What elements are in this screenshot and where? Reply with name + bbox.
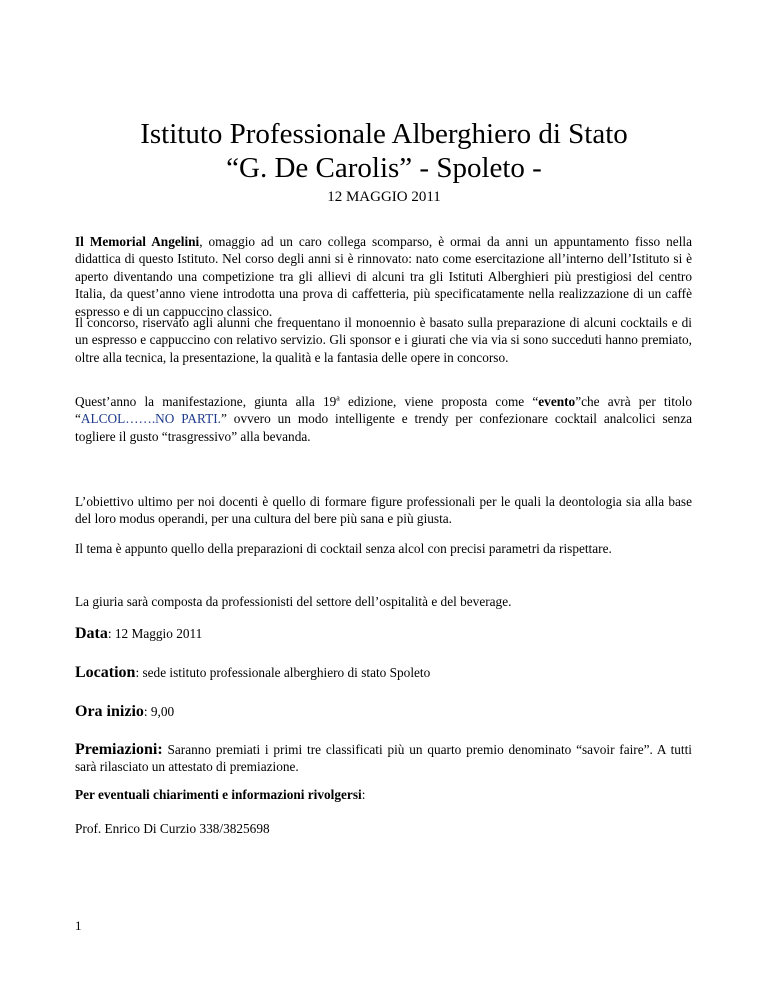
- obiettivo-paragraph: L’obiettivo ultimo per noi docenti è quello di formare figure professionali per le quali la deontologia sia alla base del loro modus operandi, per una cultura del bere più sana e più giusta.: [75, 494, 692, 527]
- manifestazione-text-2: edizione, viene proposta come “: [339, 394, 539, 409]
- contatti-label: Per eventuali chiarimenti e informazioni rivolgersi: [75, 787, 362, 802]
- evento-word: evento: [538, 394, 576, 409]
- ora-label: Ora inizio: [75, 703, 144, 720]
- event-date-heading: 12 MAGGIO 2011: [327, 189, 441, 205]
- premiazioni-field: [75, 741, 692, 776]
- ora-value: : 9,00: [143, 704, 175, 719]
- page-number: 1: [75, 918, 82, 933]
- data-value: : 12 Maggio 2011: [107, 626, 203, 641]
- contatti-heading: [75, 786, 692, 803]
- tema-paragraph: Il tema è appunto quello della preparazioni di cocktail senza alcol con precisi parametri da rispettare.: [75, 541, 612, 556]
- manifestazione-paragraph: [75, 393, 692, 445]
- intro-text: , omaggio ad un caro collega scomparso, è ormai da anni un appuntamento fisso nella didattica di questo Istituto. Nel corso degli anni si è rinnovato: nato come esercitazione all’interno dell’Istituto si è aperto diventando una competizione tra gli allievi di alcuni tra gli Istituti Alberghieri più prestigiosi del centro Italia, da quest’anno viene introdotta una prova di caffetteria, più specificatamente nella realizzazione di un caffè espresso e di un cappuccino classico.: [75, 234, 692, 319]
- premiazioni-label: Premiazioni:: [75, 741, 163, 758]
- data-field: [75, 625, 692, 642]
- ora-field: [75, 703, 692, 720]
- manifestazione-text-1: Quest’anno la manifestazione, giunta alla 19: [75, 394, 337, 409]
- title-line-1: Istituto Professionale Alberghiero di Stato: [140, 118, 628, 150]
- manifestazione-text-4: ” ovvero un modo intelligente e trendy per confezionare cocktail analcolici senza togliere il gusto “trasgressivo” alla bevanda.: [75, 411, 692, 444]
- location-value: : sede istituto professionale alberghiero di stato Spoleto: [135, 665, 431, 680]
- concorso-paragraph: Il concorso, riservato agli alunni che frequentano il monoennio è basato sulla preparazione di alcuni cocktails e di un espresso e cappuccino con relativo servizio. Gli sponsor e i giurati che via via si sono succeduti hanno premiato, oltre alla tecnica, la presentazione, la qualità e la fantasia delle opere in concorso.: [75, 315, 692, 365]
- location-field: [75, 664, 692, 681]
- giuria-paragraph: La giuria sarà composta da professionisti del settore dell’ospitalità e del beverage.: [75, 594, 512, 609]
- contact-person: Prof. Enrico Di Curzio 338/3825698: [75, 821, 270, 836]
- memorial-name: Il Memorial Angelini: [75, 234, 200, 249]
- location-label: Location: [75, 664, 136, 681]
- edition-superscript: a: [336, 393, 340, 403]
- title-line-2: “G. De Carolis” - Spoleto -: [226, 152, 542, 184]
- premiazioni-value: Saranno premiati i primi tre classificati più un quarto premio denominato “savoir faire”. A tutti sarà rilasciato un attestato di premiazione.: [75, 742, 692, 775]
- data-label: Data: [75, 625, 108, 642]
- contatti-colon: :: [361, 787, 366, 802]
- manifestazione-text-3: ”che avrà per titolo “: [75, 394, 692, 427]
- intro-paragraph: [75, 233, 692, 320]
- event-title: ALCOL…….NO PARTI.: [80, 411, 221, 427]
